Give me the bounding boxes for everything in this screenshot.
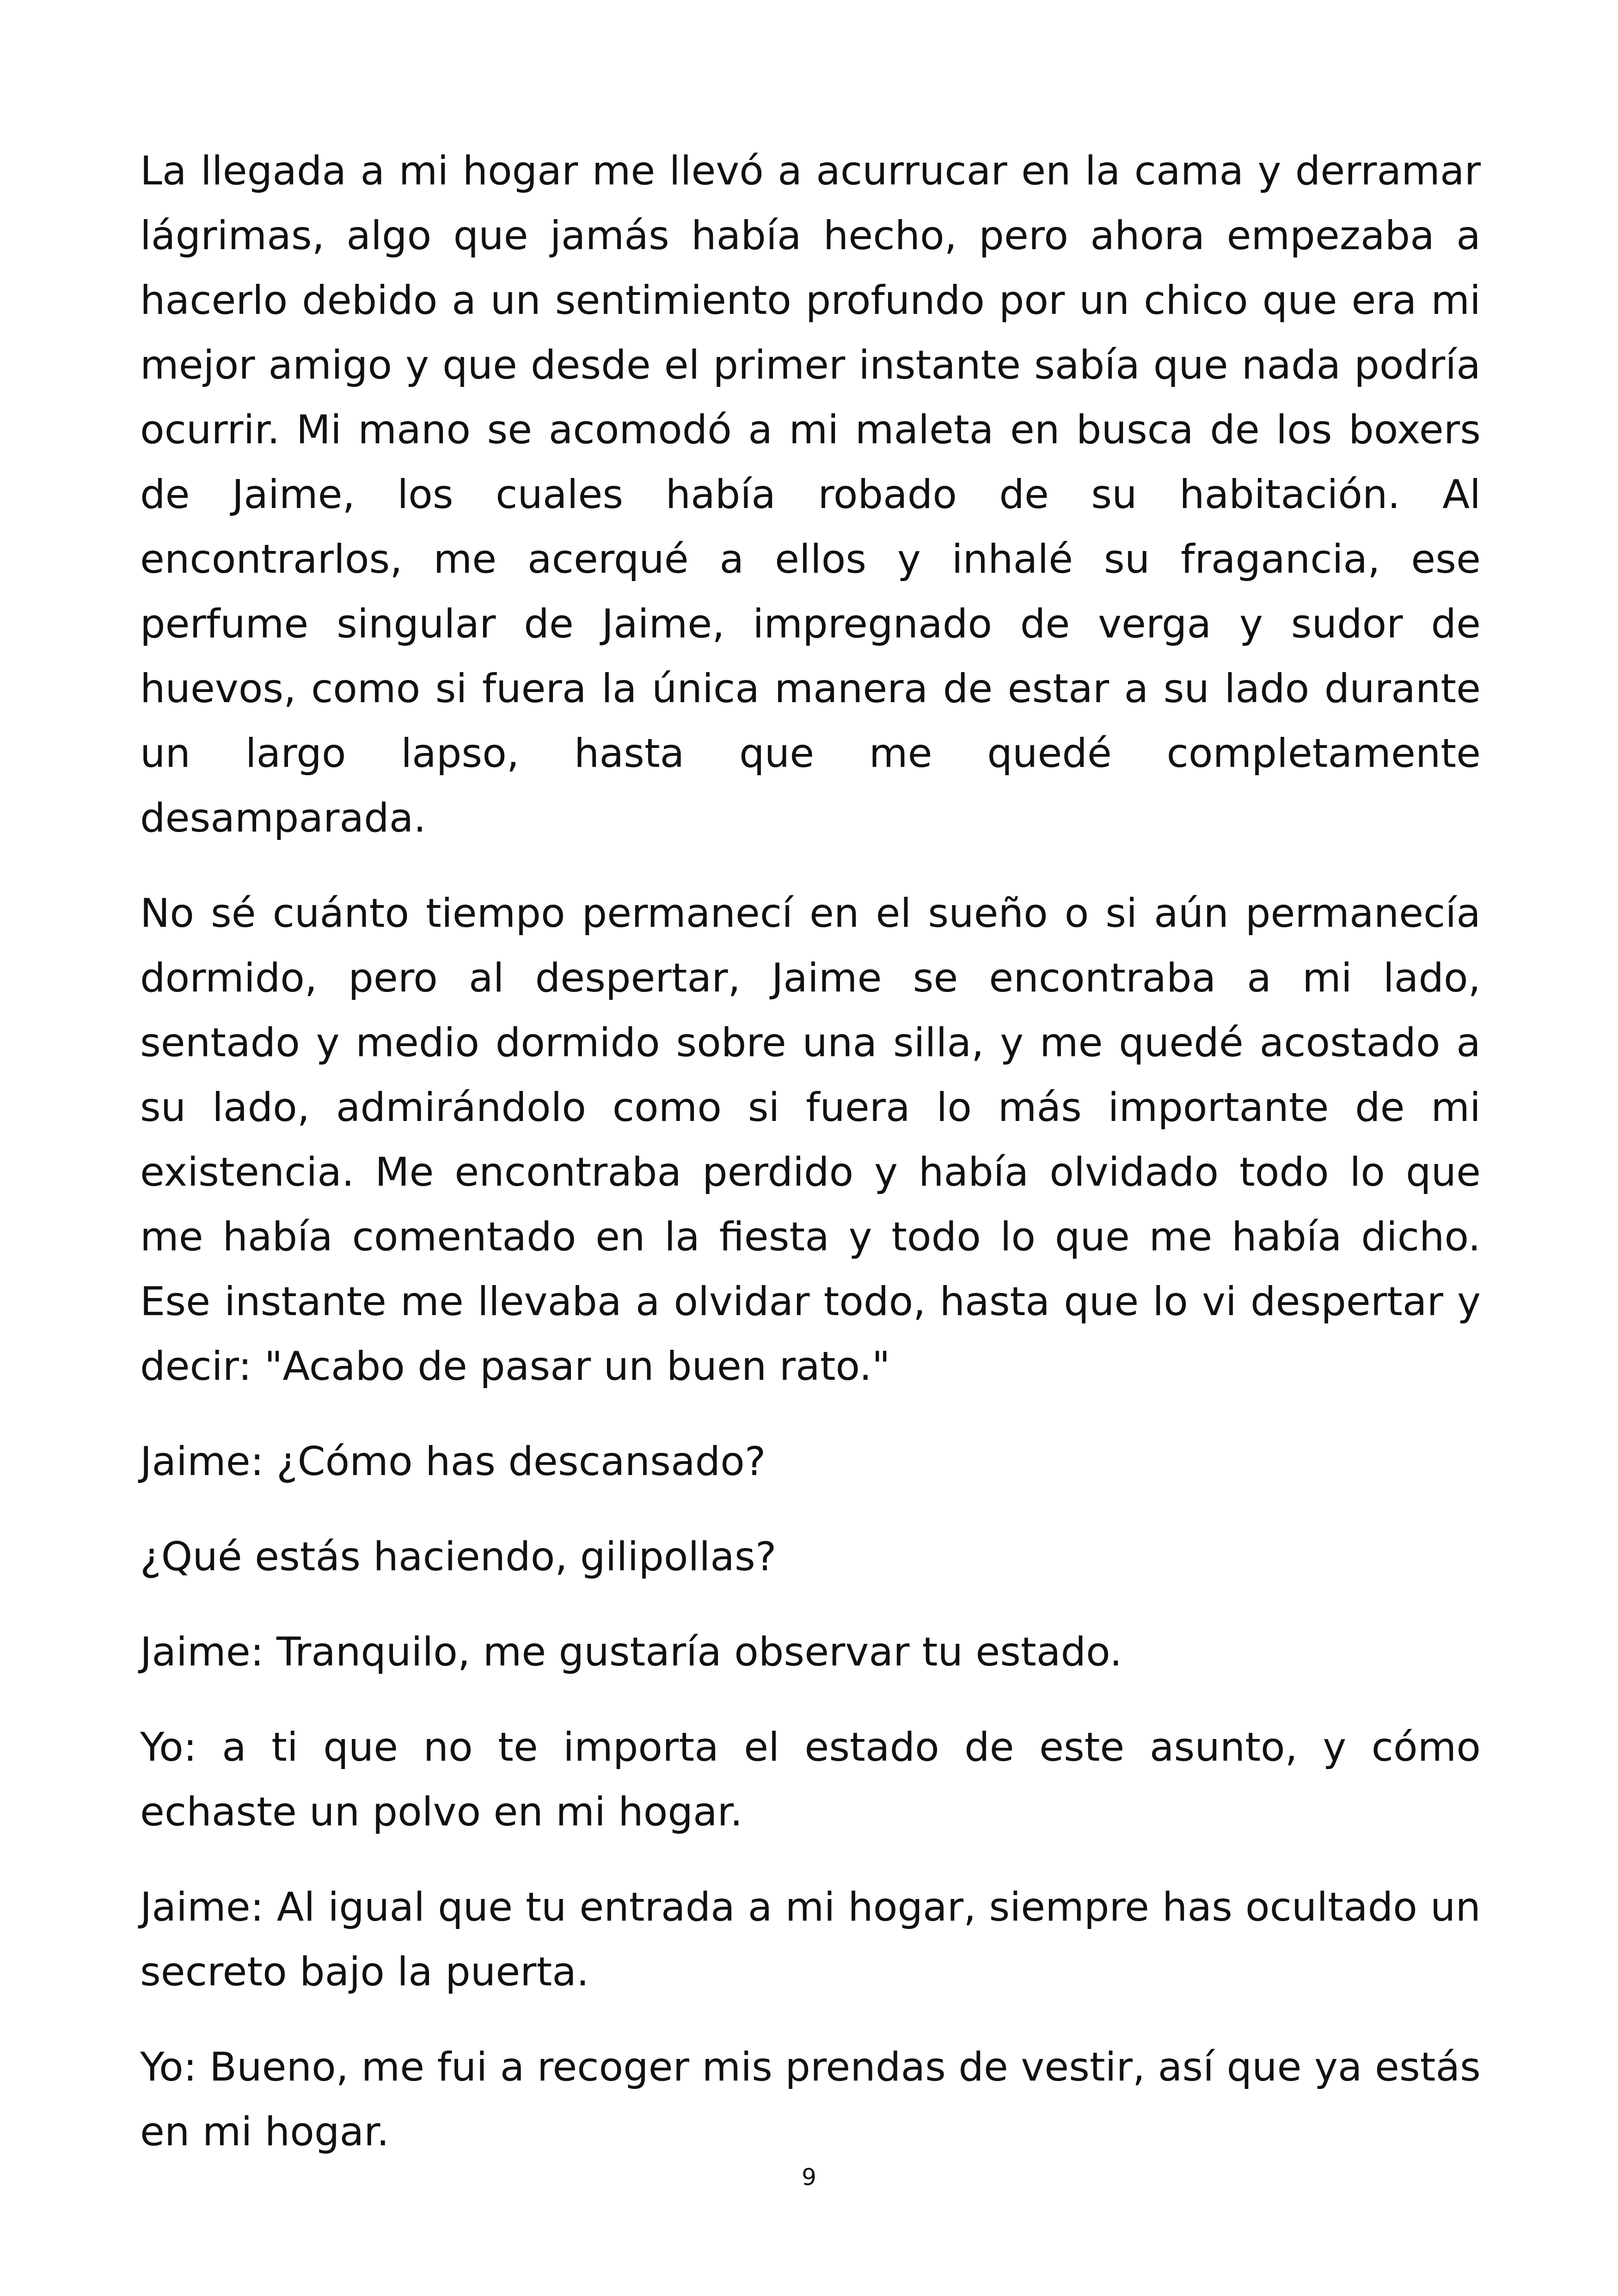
paragraph-7: Jaime: Al igual que tu entrada a mi hogar, siempre has ocultado un secreto bajo la puerta. bbox=[140, 1884, 1481, 1995]
paragraph-8: Yo: Bueno, me fui a recoger mis prendas de vestir, así que ya estás en mi hogar. bbox=[140, 2044, 1481, 2155]
paragraph-1: La llegada a mi hogar me llevó a acurrucar en la cama y derramar lágrimas, algo que jamás había hecho, pero ahora empezaba a hacerlo debido a un sentimiento profundo por un chico que era mi mejor amigo y que desde el primer instante sabía que nada podría ocurrir. Mi mano se acomodó a mi maleta en busca de los boxers de Jaime, los cuales había robado de su habitación. Al encontrarlos, me acerqué a ellos y inhalé su fragancia, ese perfume singular de Jaime, impregnado de verga y sudor de huevos, como si fuera la única manera de estar a su lado durante un largo lapso, hasta que me quedé completamente desamparada. bbox=[140, 148, 1481, 841]
paragraph-3: Jaime: ¿Cómo has descansado? bbox=[140, 1439, 766, 1485]
paragraph-4: ¿Qué estás haciendo, gilipollas? bbox=[140, 1534, 777, 1580]
page-number: 9 bbox=[802, 2164, 816, 2191]
paragraph-5: Jaime: Tranquilo, me gustaría observar tu estado. bbox=[140, 1629, 1122, 1675]
paragraph-6: Yo: a ti que no te importa el estado de este asunto, y cómo echaste un polvo en mi hogar. bbox=[140, 1724, 1481, 1835]
document-body bbox=[140, 139, 1481, 2195]
paragraph-2: No sé cuánto tiempo permanecí en el sueño o si aún permanecía dormido, pero al despertar, Jaime se encontraba a mi lado, sentado y medio dormido sobre una silla, y me quedé acostado a su lado, admirándolo como si fuera lo más importante de mi existencia. Me encontraba perdido y había olvidado todo lo que me había comentado en la fiesta y todo lo que me había dicho. Ese instante me llevaba a olvidar todo, hasta que lo vi despertar y decir: "Acabo de pasar un buen rato." bbox=[140, 890, 1481, 1390]
